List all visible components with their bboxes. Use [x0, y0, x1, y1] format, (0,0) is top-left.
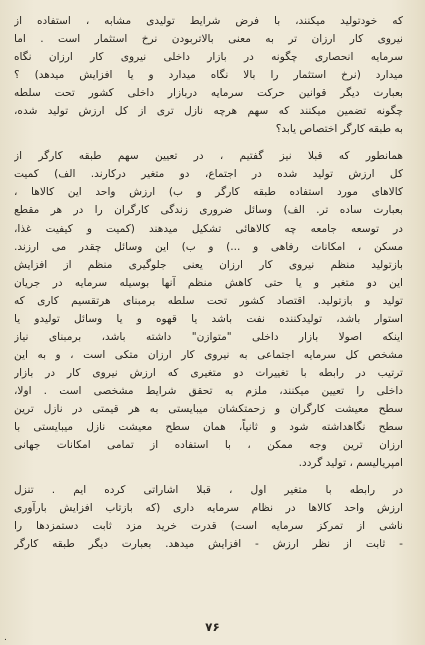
paragraph-1 [14, 12, 403, 138]
text-line: سطح نگاهداشته شود و ثانیاً، همان سطح معیشت نازل میبایستی با [14, 421, 403, 434]
text-line: کالاهای مورد استفاده طبقه کارگر و ب) ارزش واحد این کالاها ، [14, 186, 403, 199]
text-line: سرمایه انحصاری چگونه در بازار داخلی نیروی کار ارزان نگاه [14, 51, 403, 64]
text-line: بعبارت دیگر قوانین حرکت سرمایه دربازار داخلی کشور تحت سلطه [14, 87, 403, 100]
text-line: نیروی کار ارزان تر به معنی بالاتربودن نرخ استثمار است . اما [14, 33, 403, 46]
text-line: سطح معیشت کارگران و زحمتکشان میبایستی به هر قیمتی در نازل ترین [14, 402, 403, 415]
text-line: به طبقه کارگر اختصاص یابد؟ [275, 123, 403, 136]
text-line: تولید و بازتولید. اقتصاد کشور تحت سلطه برمبنای هرتقسیم کاری که [14, 294, 403, 307]
text-line: در رابطه با متغیر اول ، قبلا اشاراتی کرده ایم . تنزل [14, 484, 403, 497]
paragraph-2 [14, 147, 403, 472]
text-line: داخلی را تعیین میکنند، ملزم به تحقق شرایط مشخصی است . اولا، [14, 384, 403, 397]
paragraph-3 [14, 481, 403, 553]
text-line: کل ارزش تولید شده در اجتماع، دو متغیر درکارند. الف) کمیت [14, 168, 403, 181]
text-line: اینکه اصولا بازار داخلی "متوازن" داشته باشد، برمبنای نیاز [14, 330, 403, 343]
text-line: ترتیب در رابطه با تغییرات دو متغیری که ارزش نیروی کار در بازار [14, 366, 403, 379]
text-line: ارزان ترین وجه ممکن ، با استفاده از تمامی امکانات جهانی [14, 439, 403, 452]
text-line: استوار باشد، تولیدکننده نفت باشد یا قهوه و یا وسائل تولیدو یا [14, 312, 403, 325]
corner-mark: . [4, 633, 7, 643]
text-line: بازتولید منظم نیروی کار ارزان یعنی جلوگیری منظم از افزایش [14, 258, 403, 271]
page-number: ۷۶ [205, 620, 220, 634]
text-line: چگونه تضمین میکنند که سهم هرچه نازل تری از کل ارزش تولید شده، [14, 105, 403, 118]
text-line: که خودتولید میکنند، با فرض شرایط تولیدی مشابه ، استفاده از [14, 15, 403, 27]
text-line: میدارد (نرخ استثمار را بالا نگاه میدارد و یا افزایش میدهد) ؟ [14, 69, 403, 82]
text-line: همانطور که قبلا نیز گفتیم ، در تعیین سهم طبقه کارگر از [14, 150, 403, 163]
text-line: مشخص کل سرمایه اجتماعی به نیروی کار ارزان متکی است ، و به این [14, 348, 403, 361]
text-line: - ثابت از نظر ارزش - افزایش میدهد. بعبارت دیگر طبقه کارگر [14, 538, 403, 551]
text-line: بعبارت ساده تر. الف) وسائل ضروری زندگی کارگران را در هر مقطع [14, 204, 403, 217]
text-line: در توسعه جامعه چه کالاهائی تشکیل میدهند (کمیت و کیفیت غذا، [14, 222, 403, 235]
text-line: ارزش واحد کالاها در نظام سرمایه داری (که بازتاب افزایش بارآوری [14, 502, 403, 515]
text-line: این دو متغیر و یا حتی کاهش منظم آنها بوسیله سرمایه در جریان [14, 276, 403, 289]
text-line: ناشی از تمرکز سرمایه است) قدرت خرید مزد ثابت دستمزدها را [14, 520, 403, 533]
text-line: مسکن ، امکانات رفاهی و ...) و ب) این وسائل چقدر می ارزند. [14, 240, 403, 253]
text-line: امپریالیسم ، تولید گردد. [298, 457, 403, 470]
